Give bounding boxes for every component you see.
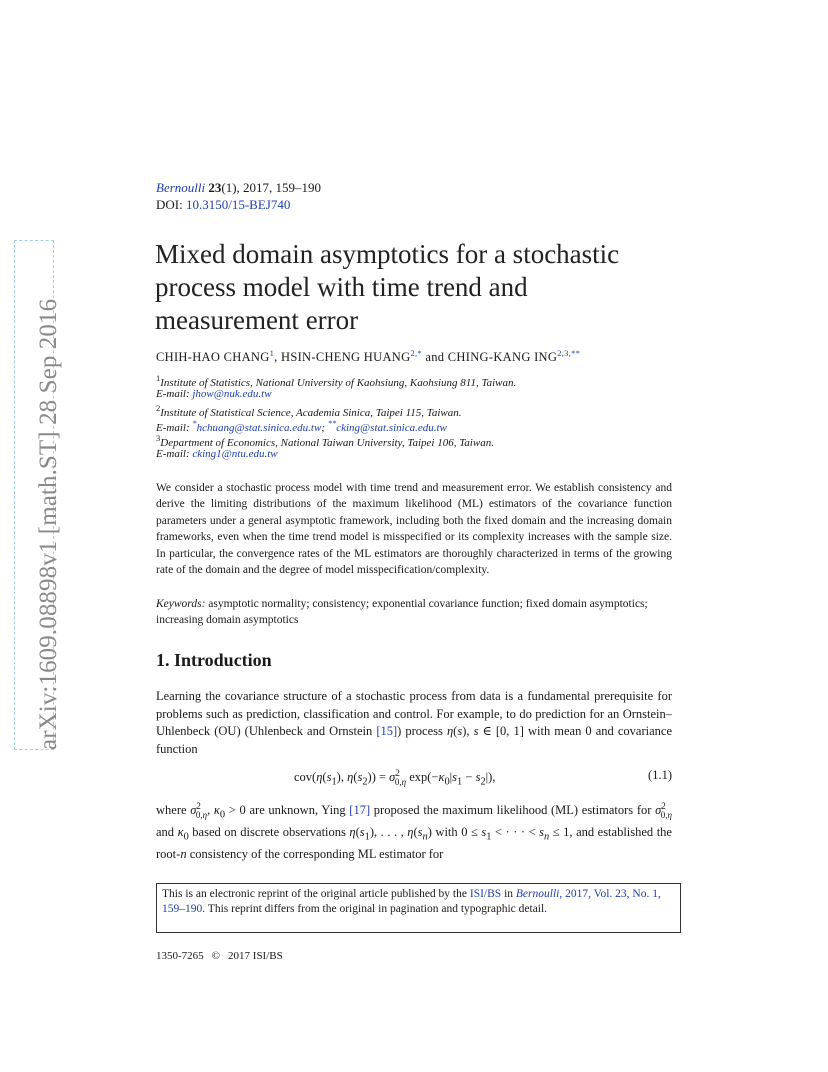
- reprint-notice-box: [156, 883, 681, 933]
- intro-text: ) process: [397, 724, 447, 738]
- affiliation-3-email-link[interactable]: cking1@ntu.edu.tw: [192, 448, 278, 460]
- footer: [156, 950, 283, 962]
- equation-1-1: [156, 768, 672, 788]
- paper-title: [155, 238, 675, 337]
- math-eta-s: η(s), s ∈ [0, 1]: [446, 724, 524, 738]
- title-line-2: process model with time trend and: [155, 272, 528, 302]
- intro-text: Learning the covariance structure of a stochastic process from data is a fundamental prerequisite for problems such as prediction, classification and control. For example, to do prediction for an Ornstein–Uhlenbeck (OU) (Uhlenbeck and Ornstein: [156, 689, 672, 738]
- affiliation-2-number: 2: [156, 403, 161, 413]
- affiliation-1-email-line: [156, 388, 272, 400]
- author-conjunction: and: [421, 350, 448, 364]
- author-list: [156, 348, 580, 365]
- intro-text: with mean 0 and covariance function: [156, 724, 672, 756]
- math-kappa: $\kappa_0$: [177, 825, 189, 843]
- doi-link[interactable]: 10.3150/15-BEJ740: [185, 197, 291, 212]
- affiliation-2-text: Institute of Statistical Science, Academia Sinica, Taipei 115, Taiwan.: [160, 407, 462, 419]
- math-sigma: $\sigma^2_{0,\eta}$: [655, 801, 672, 820]
- email-label: E-mail:: [156, 388, 193, 400]
- intro-text: based on discrete observations: [188, 825, 350, 839]
- math-ordering: $0 \le s_1$ < · · · < $s_n \le 1$: [461, 825, 570, 843]
- citation-17-link[interactable]: [17]: [349, 803, 371, 817]
- intro-text: where: [156, 803, 191, 817]
- math-n: n: [180, 847, 187, 861]
- affiliation-3-text: Department of Economics, National Taiwan University, Taipei 106, Taiwan.: [160, 437, 494, 449]
- email-label: E-mail:: [156, 422, 193, 434]
- affiliation-2-email-link-1[interactable]: hchuang@stat.sinica.edu.tw: [196, 422, 322, 434]
- keywords-label: Keywords:: [156, 598, 206, 610]
- bernoulli-link[interactable]: Bernoulli: [515, 888, 560, 900]
- isi-bs-link[interactable]: ISI/BS: [469, 888, 502, 900]
- intro-paragraph-1: [156, 688, 672, 758]
- affiliation-1-number: 1: [156, 373, 161, 383]
- intro-text: , and established the root-: [156, 825, 672, 861]
- author-separator: ,: [274, 350, 281, 364]
- author-2: HSIN-CHENG HUANG: [281, 350, 411, 364]
- author-1-affiliation-mark[interactable]: 1: [269, 348, 275, 358]
- affiliation-2: [156, 403, 462, 419]
- affiliation-2-email-line: [156, 418, 447, 434]
- volume-link[interactable]: 2017, Vol. 23, No. 1, 159–190: [162, 888, 661, 915]
- author-3-affiliation-mark[interactable]: 2,3,**: [557, 348, 581, 358]
- math-observations: $\eta(s_1)$, . . . , $\eta(s_n)$: [349, 825, 432, 843]
- affiliation-1: [156, 373, 516, 389]
- email-label: E-mail:: [156, 448, 193, 460]
- intro-text: consistency of the corresponding ML estimator for: [186, 847, 444, 861]
- author-2-affiliation-mark[interactable]: 2,*: [410, 348, 422, 358]
- doi-line: [156, 197, 290, 213]
- journal-name-link[interactable]: Bernoulli: [156, 180, 206, 195]
- keywords-text: asymptotic normality; consistency; exponential covariance function; fixed domain asymptotics; increasing domain asymptotics: [156, 598, 648, 627]
- title-line-1: Mixed domain asymptotics for a stochastic: [155, 239, 620, 269]
- affiliation-1-email-link[interactable]: jhow@nuk.edu.tw: [192, 388, 272, 400]
- intro-text: with: [431, 825, 462, 839]
- author-3: CHING-KANG ING: [447, 350, 558, 364]
- section-heading-introduction: 1. Introduction: [156, 650, 272, 670]
- reprint-text: ,: [559, 888, 566, 900]
- citation-15-link[interactable]: [15]: [376, 724, 398, 738]
- intro-text: proposed the maximum likelihood (ML) estimators for: [370, 803, 656, 817]
- intro-paragraph-2: [156, 798, 672, 864]
- intro-text: and: [156, 825, 178, 839]
- journal-citation: [156, 180, 321, 196]
- copyright-text: 2017 ISI/BS: [228, 950, 283, 962]
- arxiv-identifier[interactable]: arXiv:1609.08898v1 [math.ST] 28 Sep 2016: [35, 298, 62, 750]
- reprint-text: This is an electronic reprint of the original article published by the: [162, 888, 470, 900]
- title-line-3: measurement error: [155, 305, 359, 335]
- abstract: We consider a stochastic process model with time trend and measurement error. We establish consistency and derive the limiting distributions of the maximum likelihood (ML) estimators of the covariance function parameters under a general asymptotic framework, including both the fixed domain and the increasing domain frameworks, even when the time trend model is misspecified or its complexity increases with the sample size. In particular, the convergence rates of the ML estimators are thoroughly characterized in terms of the growing rate of the domain and the degree of model misspecification/complexity.: [156, 482, 672, 577]
- email-separator: ;: [321, 422, 328, 434]
- affiliation-3-email-line: [156, 448, 278, 460]
- equation-number: (1.1): [648, 768, 672, 782]
- email-double-star-mark: **: [327, 418, 337, 428]
- math-params: $\sigma^2_{0,\eta}$, $\kappa_0 > 0$: [190, 801, 246, 821]
- intro-text: are unknown, Ying: [245, 803, 350, 817]
- keywords: [156, 596, 672, 629]
- affiliation-1-text: Institute of Statistics, National University of Kaohsiung, Kaohsiung 811, Taiwan.: [160, 377, 517, 389]
- journal-volume: 23: [208, 180, 222, 195]
- reprint-text: in: [501, 888, 516, 900]
- doi-label: DOI:: [156, 197, 183, 212]
- issn: 1350-7265: [156, 950, 204, 962]
- author-1: CHIH-HAO CHANG: [156, 350, 270, 364]
- equation-body: $cov(\eta(s_1)$, $\eta(s_2)) = \sigma^2_{0,\eta}$ $\exp(-\kappa_0|s_1 - s_2|)$,: [294, 768, 496, 788]
- affiliation-3-number: 3: [156, 433, 161, 443]
- journal-issue-year-pages: (1), 2017, 159–190: [221, 180, 322, 195]
- email-star-mark: *: [192, 418, 197, 428]
- affiliation-2-email-link-2[interactable]: cking@stat.sinica.edu.tw: [336, 422, 447, 434]
- copyright-icon: ©: [211, 950, 221, 962]
- affiliation-3: [156, 433, 494, 449]
- reprint-text: . This reprint differs from the original in pagination and typographic detail.: [202, 902, 548, 915]
